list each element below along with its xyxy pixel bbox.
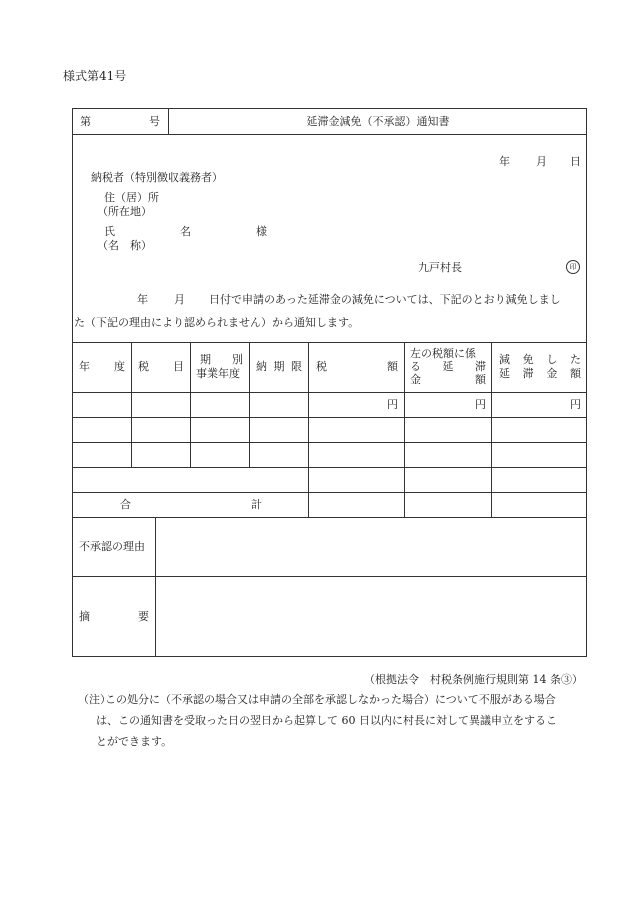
- summary-label: 摘 要: [79, 610, 149, 623]
- col-header-tax-item: 税 目: [138, 360, 184, 373]
- table-col-divider-1: [131, 342, 132, 467]
- date-day-mark: 日: [570, 155, 581, 168]
- col-header-tax-amount: 税 額: [316, 360, 398, 373]
- taxpayer-label: 納税者（特別徴収義務者）: [91, 171, 223, 184]
- seal-mark-icon: 印: [566, 260, 580, 274]
- form-title: 延滞金減免（不承認）通知書: [306, 115, 450, 128]
- col-header-fiscal-year: 年 度: [79, 360, 125, 373]
- table-row-rule-3: [72, 467, 587, 468]
- table-col-divider-2: [190, 342, 191, 467]
- entity-name-label: （名 称）: [97, 239, 152, 252]
- table-col-divider-5: [404, 342, 405, 517]
- note-line-1: この処分に（不承認の場合又は申請の全部を承認しなかった場合）について不服がある場合: [105, 693, 556, 706]
- col-header-period-line2: 事業年度: [196, 367, 240, 380]
- number-suffix: 号: [149, 115, 160, 128]
- total-row-label: 合 計: [120, 498, 262, 511]
- table-row-rule-1: [72, 417, 587, 418]
- col-header-late-fee-line3: 金 額: [410, 373, 486, 386]
- yen-unit-tax-amount: 円: [387, 398, 398, 411]
- col-header-exempted-line1: 減 免 し た: [499, 353, 581, 366]
- issuer-name: 九戸村長: [418, 261, 462, 274]
- address-label: 住（居）所: [104, 191, 159, 204]
- table-top-rule: [72, 342, 587, 343]
- label-col-divider: [155, 517, 156, 657]
- form-number: 様式第41号: [63, 69, 127, 83]
- table-header-rule: [72, 392, 587, 393]
- header-divider: [72, 134, 587, 135]
- note-line-3: とができます。: [96, 735, 173, 748]
- col-header-period-line1: 期 別: [200, 353, 243, 366]
- honorific-sama: 様: [256, 225, 267, 238]
- col-header-late-fee-line2: る 延 滞: [410, 360, 486, 373]
- date-month-mark: 月: [536, 155, 547, 168]
- yen-unit-late-fee: 円: [475, 398, 486, 411]
- summary-top-rule: [72, 576, 587, 577]
- table-row-rule-4: [72, 492, 587, 493]
- table-col-divider-4: [308, 342, 309, 517]
- location-label: （所在地）: [97, 205, 152, 218]
- col-header-due-date: 納 期 限: [256, 360, 302, 373]
- col-header-late-fee-line1: 左の税額に係: [410, 347, 476, 360]
- table-col-divider-3: [249, 342, 250, 467]
- yen-unit-exempted: 円: [570, 398, 581, 411]
- number-prefix: 第: [80, 115, 91, 128]
- name-label: 氏 名: [104, 225, 191, 238]
- reason-top-rule: [72, 517, 587, 518]
- body-year-mark: 年: [137, 293, 148, 306]
- table-row-rule-2: [72, 442, 587, 443]
- body-text-line1: 日付で申請のあった延滞金の減免については、下記のとおり減免しまし: [209, 293, 561, 306]
- reason-label: 不承認の理由: [79, 540, 145, 553]
- note-label: （注）: [78, 693, 111, 706]
- note-line-2: は、この通知書を受取った日の翌日から起算して 60 日以内に村長に対して異議申立をするこ: [96, 714, 557, 727]
- table-col-divider-6: [491, 342, 492, 517]
- date-year-mark: 年: [499, 155, 510, 168]
- col-header-exempted-line2: 延 滞 金 額: [499, 367, 581, 380]
- body-month-mark: 月: [174, 293, 185, 306]
- body-text-line2: た（下記の理由により認められません）から通知します。: [74, 316, 360, 329]
- legal-basis: （根拠法令 村税条例施行規則第 14 条③）: [364, 673, 583, 686]
